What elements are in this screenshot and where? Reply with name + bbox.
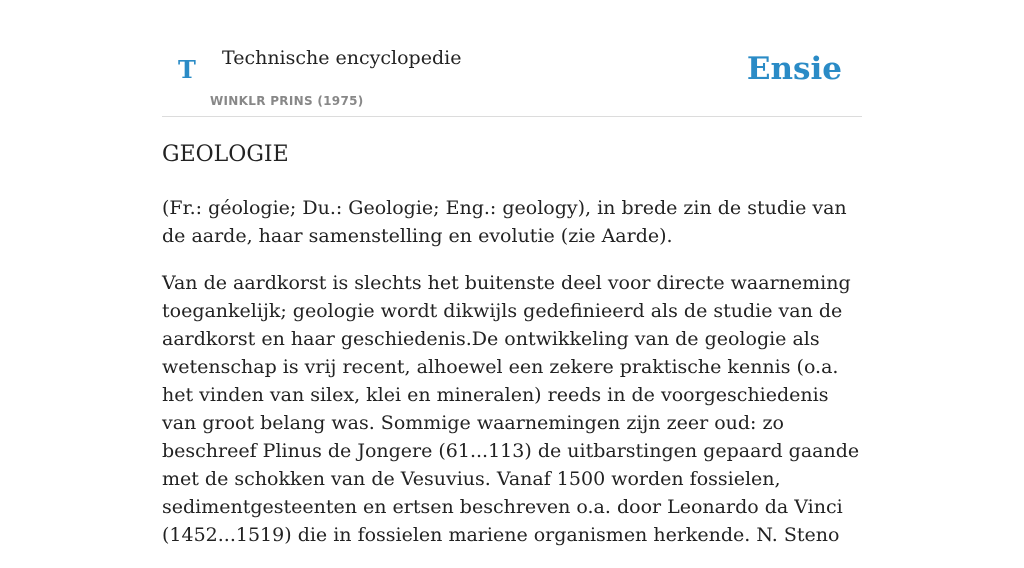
ensie-brand-logo[interactable]: Ensie <box>746 51 842 87</box>
site-logo[interactable]: T <box>178 55 196 84</box>
source-label: WINKLR PRINS (1975) <box>210 94 364 108</box>
article-paragraph-intro: (Fr.: géologie; Du.: Geologie; Eng.: geology), in brede zin de studie van de aarde, haar samenstelling en evolutie (zie Aarde). <box>162 197 847 247</box>
article-title: GEOLOGIE <box>162 142 289 167</box>
article-content <box>162 138 862 568</box>
site-title-link[interactable]: Technische encyclopedie <box>222 47 462 69</box>
site-header <box>162 0 862 117</box>
article-paragraph-body: Van de aardkorst is slechts het buitenste deel voor directe waarneming toegankelijk; geologie wordt dikwijls gedefinieerd als de studie van de aardkorst en haar geschiedenis.De ontwikkeling van de geologie als wetenschap is vrij recent, alhoewel een zekere praktische kennis (o.a. het vinden van silex, klei en mineralen) reeds in de voorgeschiedenis van groot belang was. Sommige waarnemingen zijn zeer oud: zo beschreef Plinus de Jongere (61...113) de uitbarstingen gepaard gaande met de schokken van de Vesuvius. Vanaf 1500 worden fossielen, sedimentgesteenten en ertsen beschreven o.a. door Leonardo da Vinci (1452...1519) die in fossielen mariene organismen herkende. N. Steno <box>162 272 860 546</box>
